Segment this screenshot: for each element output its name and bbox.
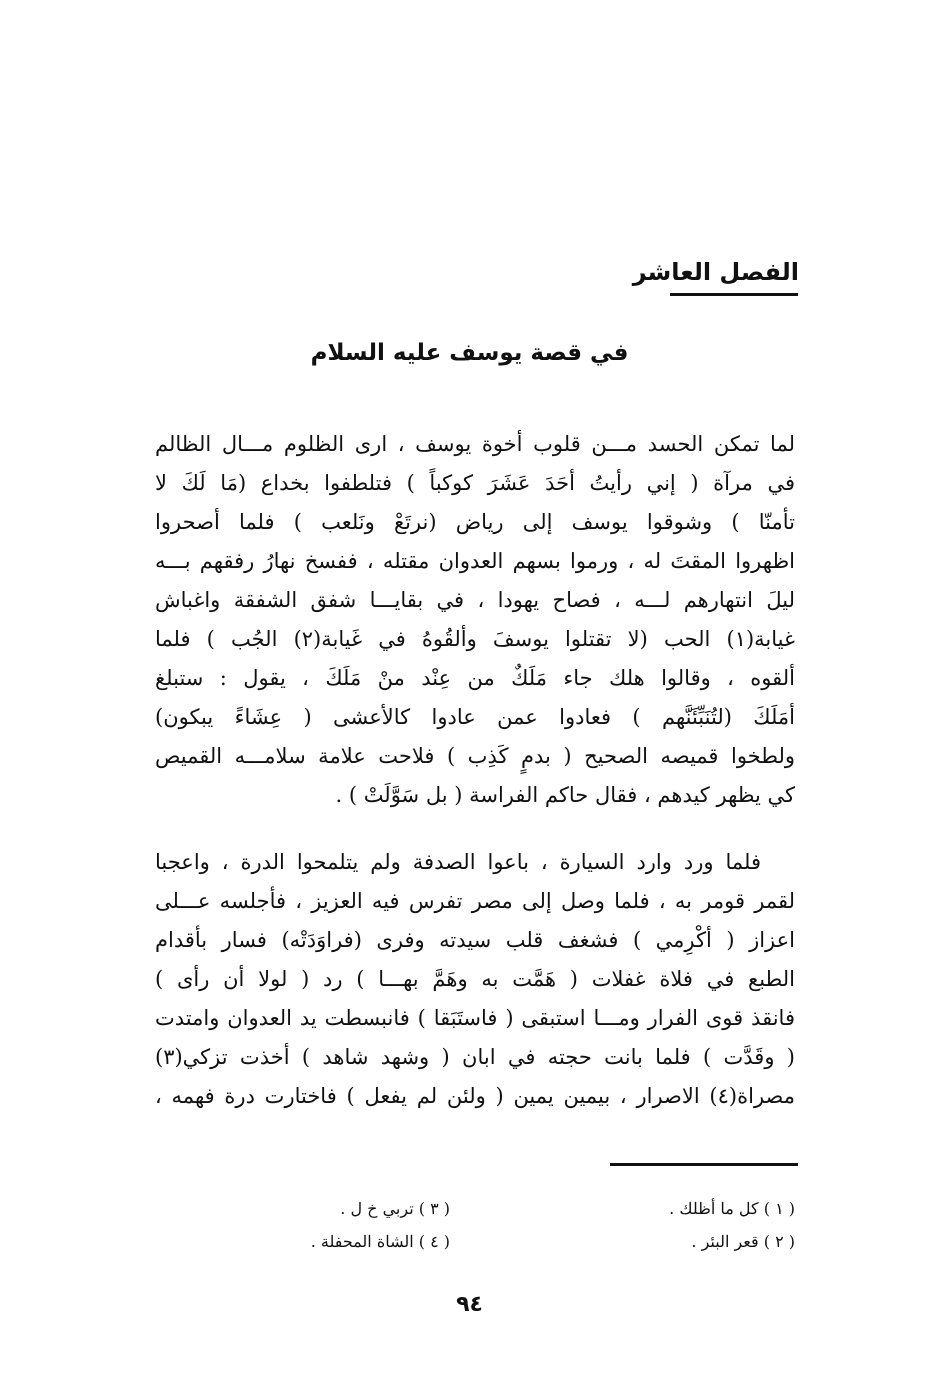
text-line: كي يظهر كيدهم ، فقال حاكم الفراسة ( بل سَوَّلَتْ ) . (335, 783, 795, 807)
text-line: غيابة(١) الحب (لا تقتلوا يوسفَ وألقُوهُ في غَيابة(٢) الجُب ) فلما (155, 627, 795, 651)
page-number: ٩٤ (456, 1292, 483, 1317)
text-line: ألقوه ، وقالوا هلك جاء مَلَكٌ من عِنْد منْ مَلَكَ ، يقول : ستبلغ (155, 666, 795, 690)
footnotes-right-column (575, 1192, 795, 1258)
footnote-1: ( ١ ) كل ما أظلك . (669, 1199, 795, 1218)
footnote-separator (610, 1163, 798, 1166)
footnote-2: ( ٢ ) قعر البئر . (691, 1232, 795, 1251)
text-line: ولطخوا قميصه الصحيح ( بدمٍ كَذِب ) فلاحت علامة سلامـــه القميص (155, 744, 795, 768)
text-line: لما تمكن الحسد مـــن قلوب أخوة يوسف ، ارى الظلوم مـــال الظالم (155, 432, 795, 456)
paragraph-2 (155, 843, 795, 1116)
footnotes-left-column (230, 1192, 450, 1258)
text-line: تأمنّا ) وشوقوا يوسف إلى رياض (نرتَعْ ونَلعب ) فلما أصحروا (155, 510, 795, 534)
footnote-4: ( ٤ ) الشاة المحفلة . (310, 1232, 450, 1251)
paragraph-1 (155, 425, 795, 815)
text-line: مصراة(٤) الاصرار ، بيمين يمين ( ولئن لم يفعل ) فاختارت درة فهمه ، (155, 1084, 795, 1108)
text-line: فلما ورد وارد السيارة ، باعوا الصدفة ولم يتلمحوا الدرة ، واعجبا (155, 850, 761, 874)
text-line: ( وقَدَّت ) فلما بانت حجته في ابان ( وشهد شاهد ) أخذت تزكي(٣) (155, 1045, 795, 1069)
text-line: لقمر قومر به ، فلما وصل إلى مصر تفرس فيه العزيز ، فأجلسه عـــلى (155, 889, 795, 913)
text-line: ليلَ انتهارهم لـــه ، فصاح يهودا ، في بقايـــا شفق الشفقة واغباش (155, 588, 795, 612)
text-line: اظهروا المقتَ له ، ورموا بسهم العدوان مقتله ، ففسخ نهارُ رفقهم بـــه (155, 549, 795, 573)
text-line: أمَلَكَ (لتُنَبِّئَنَّهم ) فعادوا عمن عادوا كالأعشى ( عِشَاءً يبكون) (155, 705, 795, 729)
chapter-heading: الفصل العاشر (632, 258, 799, 286)
text-line: في مرآة ( إني رأيتُ أحَدَ عَشَرَ كوكباً ) فتلطفوا بخداع (مَا لَكَ لا (155, 471, 795, 495)
text-line: اعزاز ( أكْرِمي ) فشغف قلب سيدته وفرى (فراوَدَتْه) فسار بأقدام (155, 928, 795, 952)
section-title: في قصة يوسف عليه السلام (310, 340, 629, 366)
footnote-3: ( ٣ ) تربي خ ل . (340, 1199, 450, 1218)
chapter-heading-underline (670, 293, 798, 296)
text-line: فانقذ قوى الفرار ومـــا استبقى ( فاستَبَقا ) فانبسطت يد العدوان وامتدت (155, 1006, 795, 1030)
text-line: الطبع في فلاة غفلات ( هَمَّت به وهَمَّ بهـــا ) رد ( لولا أن رأى ) (155, 967, 795, 991)
